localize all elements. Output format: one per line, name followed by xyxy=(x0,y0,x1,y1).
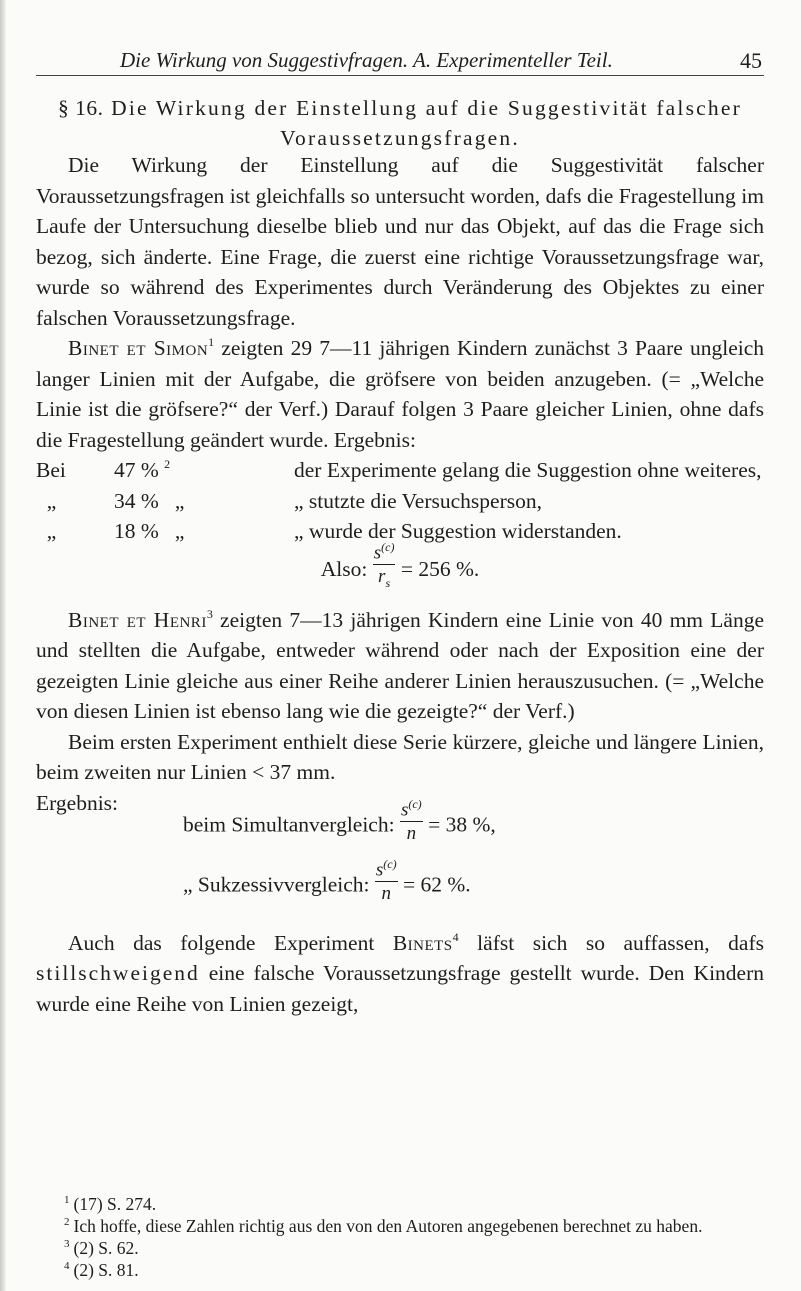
footnote xyxy=(36,1215,764,1237)
footnote xyxy=(36,1193,764,1215)
row-label: beim Simultanvergleich: xyxy=(183,812,395,837)
stat-value-text: 47 % xyxy=(114,458,159,482)
footnote-mark: 1 xyxy=(64,1194,70,1206)
fraction xyxy=(400,798,423,843)
p5-end: eine falsche Voraussetzungsfrage gestellt wurde. Den Kindern wurde eine Reihe von Linien gezeigt, xyxy=(36,961,764,1016)
stat-prefix xyxy=(36,516,114,547)
stat-prefix: Bei xyxy=(36,458,66,482)
fraction-numerator xyxy=(375,858,398,882)
ditto-mark: „ xyxy=(174,488,185,513)
ditto-mark: „ xyxy=(46,519,57,543)
footnote-ref-1: 1 xyxy=(208,335,215,349)
stat-text: „ stutzte die Versuchsperson, xyxy=(294,488,542,513)
footnote-text: (2) S. 81. xyxy=(73,1260,139,1280)
also-label: Also: xyxy=(320,556,368,581)
ergebnis-label: Ergebnis: xyxy=(36,790,119,815)
fraction-denominator: n xyxy=(406,822,417,844)
stat-row xyxy=(36,486,764,517)
p5-pre: Auch das folgende Experiment xyxy=(68,930,393,955)
stat-value-text: 18 % xyxy=(114,519,159,543)
footnote-text: (17) S. 274. xyxy=(73,1194,157,1214)
p5-emphasis: stillschweigend xyxy=(36,961,200,985)
also-formula xyxy=(36,539,764,605)
fraction xyxy=(373,541,396,589)
paragraph-3 xyxy=(36,605,764,727)
stat-prefix xyxy=(36,486,114,517)
footnote-ref-2: 2 xyxy=(164,457,171,471)
denominator-var: r xyxy=(378,565,386,587)
stats-list xyxy=(36,455,764,547)
stat-row xyxy=(36,455,764,486)
footnote-mark: 2 xyxy=(64,1216,70,1228)
numerator-sup: (c) xyxy=(381,539,395,554)
row-label: „ Sukzessivvergleich: xyxy=(183,872,370,897)
footnote xyxy=(36,1259,764,1281)
ergebnis-row-simultan xyxy=(183,796,496,849)
stat-value-text: 34 % xyxy=(114,488,159,513)
paragraph-4: Beim ersten Experiment enthielt diese Serie kürzere, gleiche und längere Linien, beim zweiten nur Linien < 37 mm. xyxy=(36,729,764,784)
footnote-ref-3: 3 xyxy=(206,606,213,621)
footnote-mark: 3 xyxy=(64,1238,70,1250)
stat-value xyxy=(114,455,294,486)
footnote-mark: 4 xyxy=(64,1260,70,1272)
running-title: Die Wirkung von Suggestivfragen. A. Experimenteller Teil. xyxy=(120,48,613,72)
fraction-denominator: n xyxy=(381,882,391,904)
numerator-var: s xyxy=(400,798,409,820)
numerator-sup: (c) xyxy=(383,856,397,871)
body-text xyxy=(36,150,764,1019)
footnote-text: (2) S. 62. xyxy=(73,1238,139,1258)
ergebnis-row-sukzessiv xyxy=(183,856,471,909)
numerator-var: s xyxy=(373,541,382,563)
footnotes xyxy=(36,1193,764,1281)
fraction-numerator xyxy=(373,541,396,565)
denominator-sub: s xyxy=(385,575,391,590)
footnote xyxy=(36,1237,764,1259)
stat-value xyxy=(114,516,294,547)
author-binet-simon: Binet et Simon xyxy=(68,336,209,360)
ditto-mark: „ xyxy=(46,488,57,513)
section-number: § 16. xyxy=(58,96,104,120)
numerator-sup: (c) xyxy=(408,796,422,811)
p5-post: läfst sich so auffassen, dafs xyxy=(458,930,764,955)
fraction xyxy=(375,858,398,903)
stat-row xyxy=(36,516,764,547)
section-title-text: Die Wirkung der Einstellung auf die Suggestivität falscher Voraussetzungsfragen. xyxy=(111,96,742,150)
paragraph-5 xyxy=(36,928,764,1020)
header-rule xyxy=(36,75,764,76)
paragraph-3-text: zeigten 7—13 jährigen Kindern eine Linie von 40 mm Länge und stellten die Aufgabe, entweder während oder nach der Exposition eine der gezeigten Linie gleiche aus einer Reihe anderer Linien herauszusuchen. (= „Welche von diesen Linien ist ebenso lang wie die gezeigte?“ der Verf.) xyxy=(36,607,764,723)
paragraph-2-text: zeigten 29 7—11 jährigen Kindern zunächst 3 Paare ungleich langer Linien mit der Aufgabe, die gröfsere von beiden anzugeben. (= „Welche Linie ist die gröfsere?“ der Verf.) Darauf folgen 3 Paare gleicher Linien, ohne dafs die Fragestellung geändert wurde. Ergebnis: xyxy=(36,336,764,452)
fraction-numerator xyxy=(400,798,423,822)
running-header xyxy=(36,42,764,76)
page-edge-shadow xyxy=(0,0,6,1291)
stat-text: „ wurde der Suggestion widerstanden. xyxy=(294,519,622,543)
author-binet-henri: Binet et Henri xyxy=(68,607,207,632)
ditto-mark: „ xyxy=(174,519,185,543)
footnote-text: Ich hoffe, diese Zahlen richtig aus den von den Autoren angegebenen berechnet zu haben. xyxy=(73,1216,703,1236)
fraction-denominator xyxy=(373,565,396,589)
numerator-var: s xyxy=(375,858,384,880)
section-heading xyxy=(36,93,764,153)
row-result: = 62 %. xyxy=(402,872,471,897)
stat-value xyxy=(114,486,294,517)
page-number: 45 xyxy=(740,48,762,73)
row-result: = 38 %, xyxy=(428,812,496,837)
paragraph-1: Die Wirkung der Einstellung auf die Suggestivität falscher Voraussetzungsfragen ist gleichfalls so untersucht worden, dafs die Fragestellung im Laufe der Untersuchung dieselbe blieb und nur das Objekt, auf das die Frage sich bezog, sich änderte. Eine Frage, die zuerst eine richtige Voraussetzungsfrage war, wurde so während des Experimentes durch Veränderung des Objektes zu einer falschen Voraussetzungsfrage. xyxy=(36,153,764,330)
stat-text: der Experimente gelang die Suggestion ohne weiteres, xyxy=(294,458,762,482)
footnote-ref-4: 4 xyxy=(452,929,459,944)
paragraph-2 xyxy=(36,333,764,455)
ergebnis-block xyxy=(36,788,764,928)
also-result: = 256 %. xyxy=(400,556,480,581)
author-binets: Binets xyxy=(392,930,453,955)
